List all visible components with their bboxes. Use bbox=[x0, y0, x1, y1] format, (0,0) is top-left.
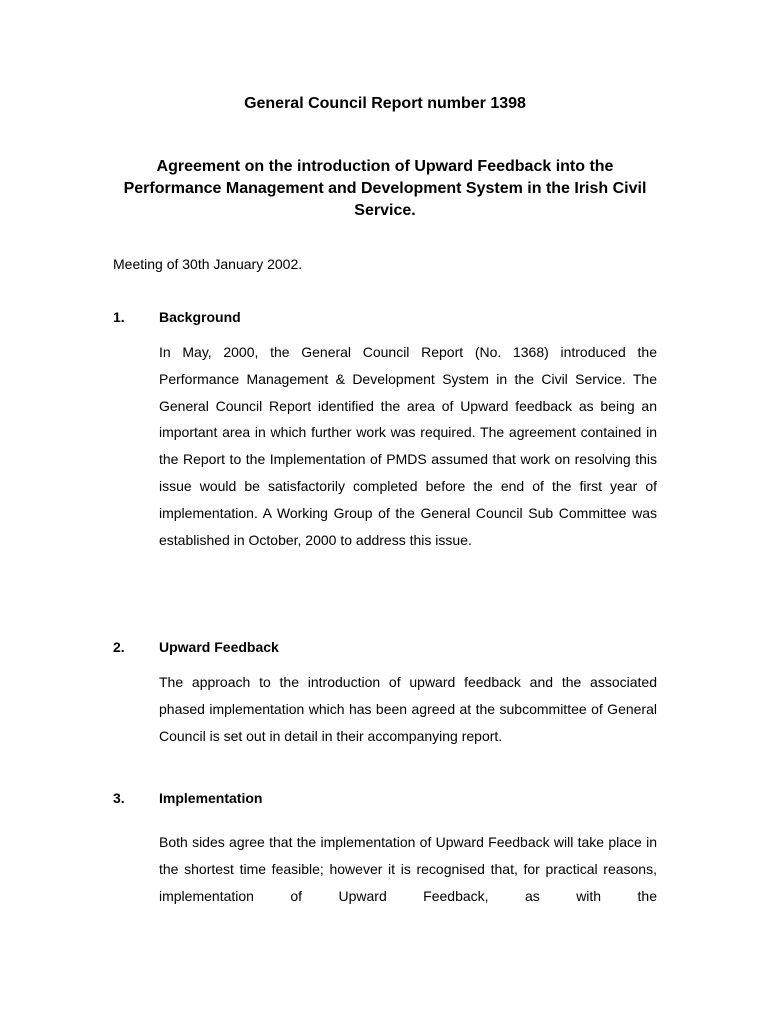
section-number: 1. bbox=[113, 309, 125, 325]
section-number: 3. bbox=[113, 790, 125, 806]
section-body-implementation: Both sides agree that the implementation of Upward Feedback will take place in the shortest time feasible; however it is recognised that, for practical reasons, implementation of Upward Feedback, as with the bbox=[159, 834, 657, 904]
section-heading-background bbox=[113, 308, 241, 326]
report-title: General Council Report number 1398 bbox=[244, 95, 526, 112]
section-heading-implementation bbox=[113, 789, 262, 807]
section-title: Implementation bbox=[159, 790, 263, 806]
section-title: Upward Feedback bbox=[159, 639, 279, 655]
agreement-title: Agreement on the introduction of Upward Feedback into the Performance Management and Development System in the Irish Civil Service. bbox=[123, 158, 647, 219]
section-body-background: In May, 2000, the General Council Report (No. 1368) introduced the Performance Management & Development System in the Civil Service. The General Council Report identified the area of Upward feedback as being an important area in which further work was required. The agreement contained in the Report to the Implementation of PMDS assumed that work on resolving this issue would be satisfactorily completed before the end of the first year of implementation. A Working Group of the General Council Sub Committee was established in October, 2000 to address this issue. bbox=[159, 344, 657, 548]
section-title: Background bbox=[159, 309, 241, 325]
section-number: 2. bbox=[113, 639, 125, 655]
section-body-upward-feedback: The approach to the introduction of upward feedback and the associated phased implementation which has been agreed at the subcommittee of General Council is set out in detail in their accompanying report. bbox=[159, 674, 657, 744]
section-heading-upward-feedback bbox=[113, 638, 279, 656]
meeting-date: Meeting of 30th January 2002. bbox=[113, 256, 303, 272]
